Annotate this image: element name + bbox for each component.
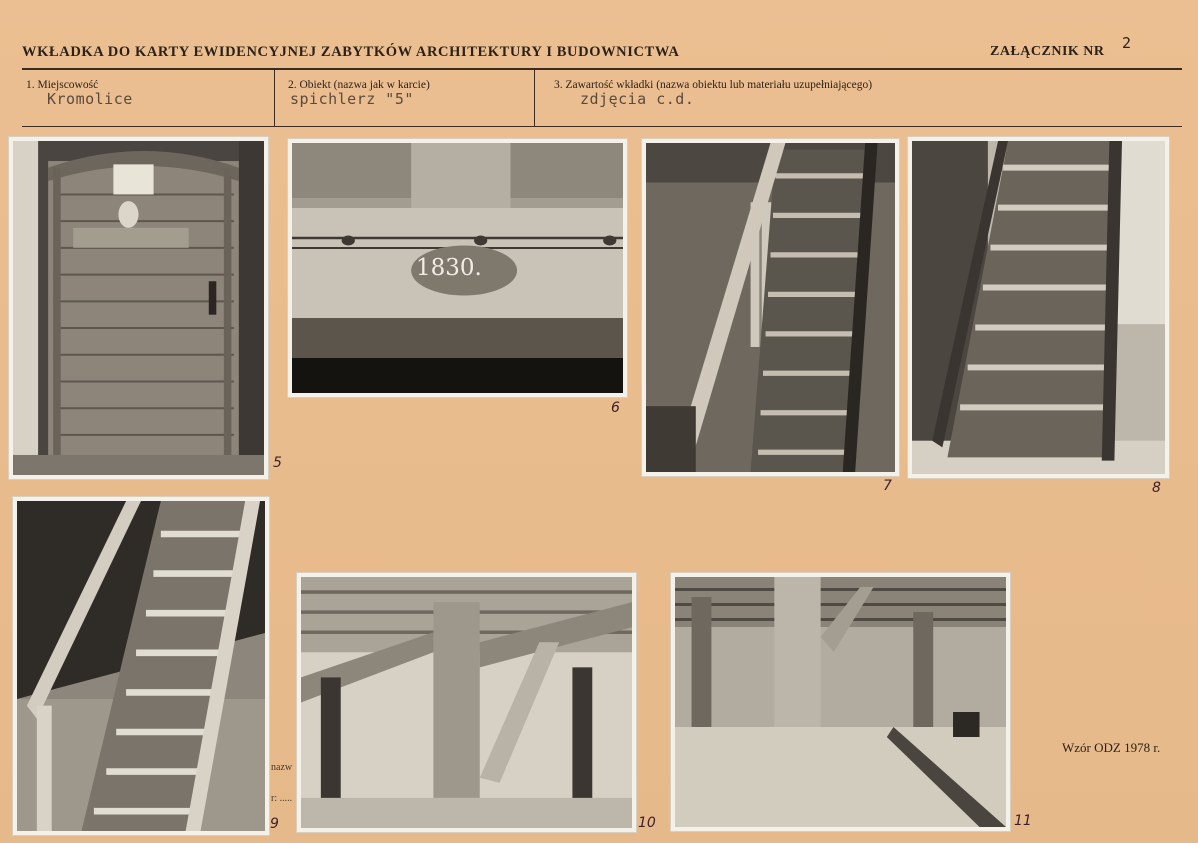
photo-post-braces [297, 573, 636, 832]
photo-interior-post-image [675, 577, 1006, 827]
beam-date-text: 1830. [416, 255, 482, 281]
form-template-label: Wzór ODZ 1978 r. [1062, 740, 1161, 755]
underlying-text-fragment-2: r: ..... [271, 793, 293, 804]
photo-beam-date [288, 139, 627, 397]
photo-stairs-chute [642, 139, 899, 476]
photo-number-11: 11 [1014, 813, 1032, 829]
card-title: WKŁADKA DO KARTY EWIDENCYJNEJ ZABYTKÓW ARCHITEKTURY I BUDOWNICTWA [22, 44, 680, 60]
field-divider-1 [274, 70, 275, 126]
photo-post-braces-image [301, 577, 632, 828]
photo-number-10: 10 [638, 815, 656, 831]
photo-door-image [13, 141, 264, 475]
photo-number-7: 7 [883, 478, 892, 494]
underlying-text-fragment-1: nazw [271, 762, 293, 773]
attachment-label: ZAŁĄCZNIK NR [990, 44, 1105, 59]
photo-number-9: 9 [270, 816, 279, 832]
field-value-content: zdjęcia c.d. [580, 90, 695, 108]
field-value-object: spichlerz "5" [290, 90, 414, 108]
field-divider-2 [534, 70, 535, 126]
field-value-location: Kromolice [47, 90, 133, 108]
photo-door [9, 137, 268, 479]
photo-stairs-chute-image [646, 143, 895, 472]
field-label-content: 3. Zawartość wkładki (nazwa obiektu lub materiału uzupełniającego) [554, 79, 873, 91]
photo-number-8: 8 [1152, 480, 1161, 496]
header-rule-top [22, 68, 1182, 70]
photo-staircase-image [912, 141, 1165, 474]
photo-number-5: 5 [273, 455, 282, 471]
photo-number-6: 6 [611, 400, 620, 416]
photo-attic-stairs [13, 497, 269, 835]
attachment-number: 2 [1122, 34, 1132, 52]
header-rule-bottom [22, 126, 1182, 127]
photo-staircase [908, 137, 1169, 478]
photo-attic-stairs-image [17, 501, 265, 831]
field-label-object: 2. Obiekt (nazwa jak w karcie) [288, 79, 430, 91]
photo-interior-post [671, 573, 1010, 831]
field-label-location: 1. Miejscowość [26, 79, 99, 91]
